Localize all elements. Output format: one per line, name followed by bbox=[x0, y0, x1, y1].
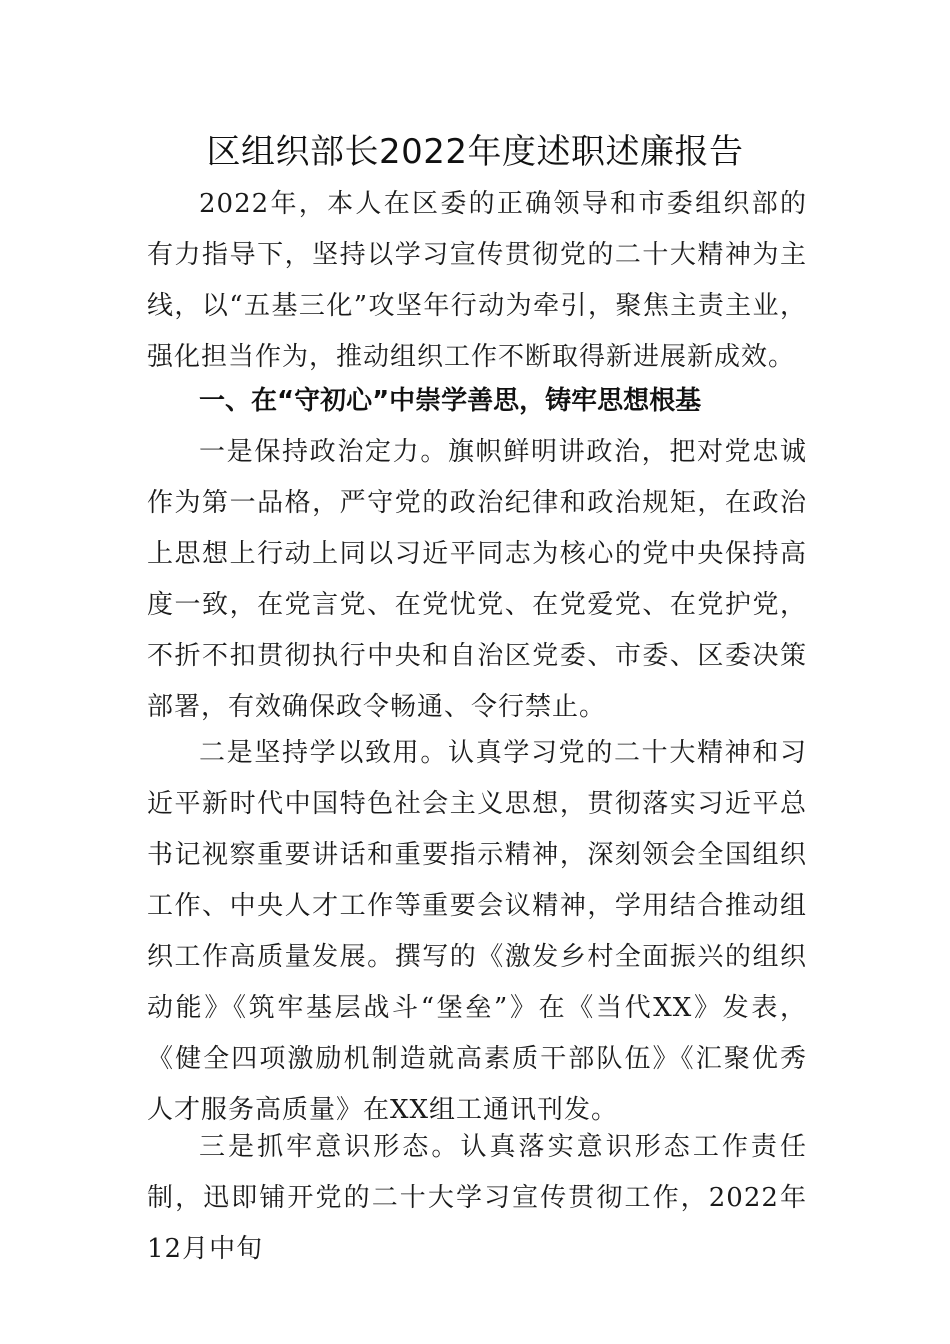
section-1-heading: 一、在“守初心”中崇学善思，铸牢思想根基 bbox=[199, 386, 702, 416]
paragraph-2: 二是坚持学以致用。认真学习党的二十大精神和习近平新时代中国特色社会主义思想，贯彻落实习近平总书记视察重要讲话和重要指示精神，深刻领会全国组织工作、中央人才工作等重要会议精神，学用结合推动组织工作高质量发展。撰写的《激发乡村全面振兴的组织动能》《筑牢基层战斗“堡垒”》在《当代XX》发表，《健全四项激励机制造就高素质干部队伍》《汇聚优秀人才服务高质量》在XX组工通讯刊发。 bbox=[147, 738, 807, 1125]
document-title: 区组织部长2022年度述职述廉报告 bbox=[206, 132, 744, 172]
intro-paragraph: 2022年，本人在区委的正确领导和市委组织部的有力指导下，坚持以学习宣传贯彻党的二十大精神为主线，以“五基三化”攻坚年行动为牵引，聚焦主责主业，强化担当作为，推动组织工作不断取得新进展新成效。 bbox=[147, 189, 807, 372]
paragraph-1: 一是保持政治定力。旗帜鲜明讲政治，把对党忠诚作为第一品格，严守党的政治纪律和政治规矩，在政治上思想上行动上同以习近平同志为核心的党中央保持高度一致，在党言党、在党忧党、在党爱党、在党护党，不折不扣贯彻执行中央和自治区党委、市委、区委决策部署，有效确保政令畅通、令行禁止。 bbox=[147, 437, 807, 722]
paragraph-3: 三是抓牢意识形态。认真落实意识形态工作责任制，迅即铺开党的二十大学习宣传贯彻工作，2022年12月中旬 bbox=[147, 1132, 807, 1264]
